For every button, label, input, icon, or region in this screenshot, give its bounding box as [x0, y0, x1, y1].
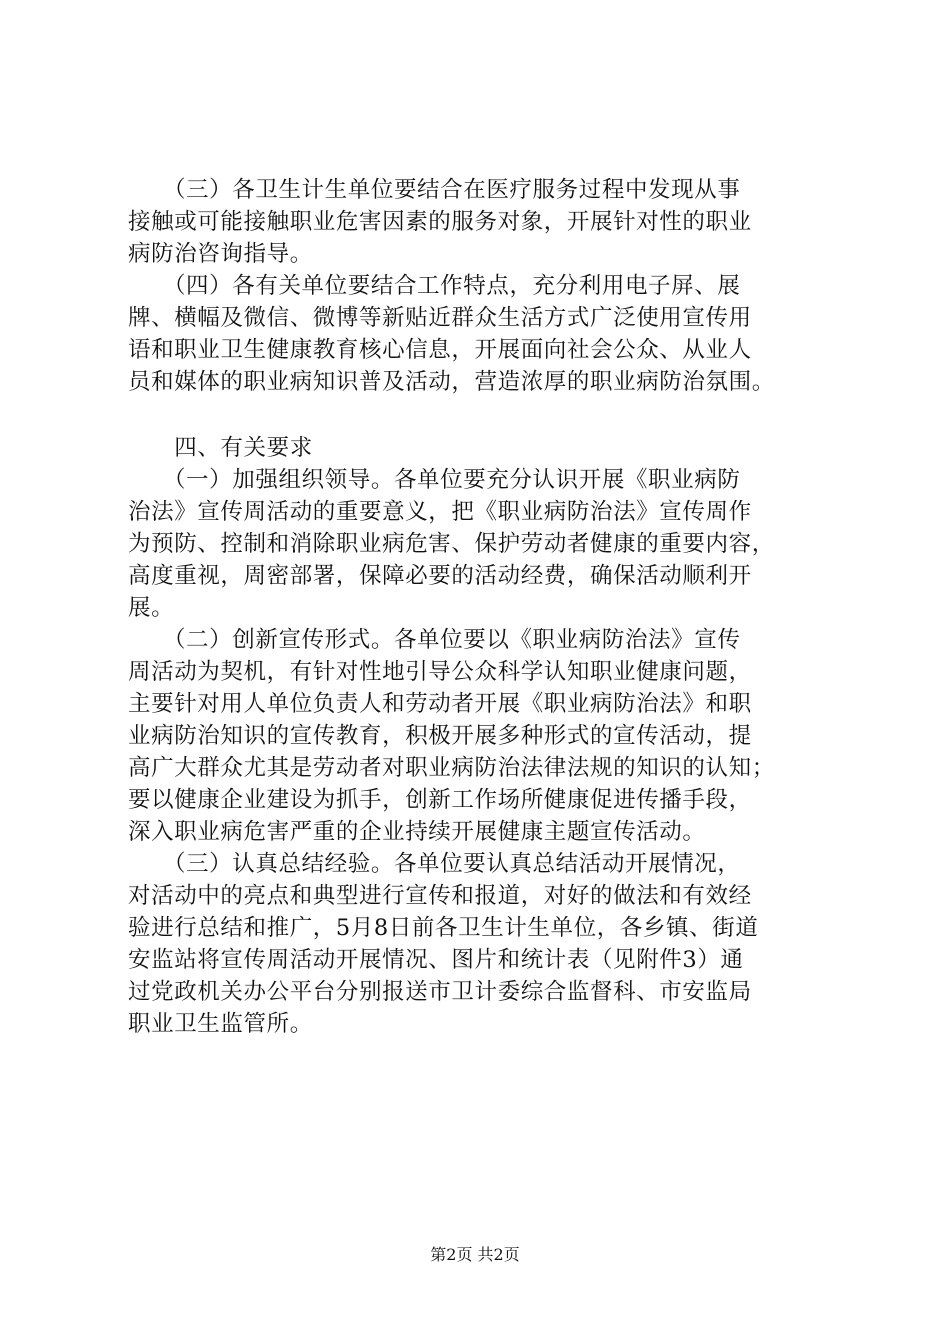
text-line: 高广大群众尤其是劳动者对职业病防治法律法规的知识的认知；	[128, 755, 775, 781]
section-heading: 四、有关要求	[128, 435, 313, 461]
requirement-1	[128, 464, 868, 624]
text-line: 语和职业卫生健康教育核心信息，开展面向社会公众、从业人	[128, 337, 752, 363]
document-body	[128, 174, 868, 1040]
text-line: 周活动为契机，有针对性地引导公众科学认知职业健康问题，	[128, 659, 752, 685]
text-line: 展。	[128, 595, 175, 621]
paragraph-3	[128, 174, 868, 270]
text-line: （一）加强组织领导。各单位要充分认识开展《职业病防	[128, 467, 741, 493]
text-line: 接触或可能接触职业危害因素的服务对象，开展针对性的职业	[128, 209, 752, 235]
text-line: 验进行总结和推广，5月8日前各卫生计生单位，各乡镇、街道	[128, 915, 759, 941]
text-line: （二）创新宣传形式。各单位要以《职业病防治法》宣传	[128, 627, 741, 653]
text-line: 病防治咨询指导。	[128, 241, 313, 267]
paragraph-gap	[128, 398, 868, 432]
text-line: 深入职业病危害严重的企业持续开展健康主题宣传活动。	[128, 819, 706, 845]
text-line: 为预防、控制和消除职业病危害、保护劳动者健康的重要内容，	[128, 531, 775, 557]
paragraph-4	[128, 270, 868, 398]
text-line: 高度重视，周密部署，保障必要的活动经费，确保活动顺利开	[128, 563, 752, 589]
text-line: 主要针对用人单位负责人和劳动者开展《职业病防治法》和职	[128, 691, 752, 717]
text-line: 员和媒体的职业病知识普及活动，营造浓厚的职业病防治氛围。	[128, 369, 775, 395]
text-line: （四）各有关单位要结合工作特点，充分利用电子屏、展	[128, 273, 741, 299]
text-line: 对活动中的亮点和典型进行宣传和报道，对好的做法和有效经	[128, 883, 752, 909]
text-line: 要以健康企业建设为抓手，创新工作场所健康促进传播手段，	[128, 787, 752, 813]
text-line: 安监站将宣传周活动开展情况、图片和统计表（见附件3）通	[128, 947, 744, 973]
text-line: 职业卫生监管所。	[128, 1011, 313, 1037]
text-line: 过党政机关办公平台分别报送市卫计委综合监督科、市安监局	[128, 979, 752, 1005]
requirement-3	[128, 848, 868, 1040]
text-line: （三）各卫生计生单位要结合在医疗服务过程中发现从事	[128, 177, 741, 203]
text-line: （三）认真总结经验。各单位要认真总结活动开展情况，	[128, 851, 741, 877]
text-line: 牌、横幅及微信、微博等新贴近群众生活方式广泛使用宣传用	[128, 305, 752, 331]
requirement-2	[128, 624, 868, 848]
text-line: 治法》宣传周活动的重要意义，把《职业病防治法》宣传周作	[128, 499, 752, 525]
page-number-footer: 第2页 共2页	[430, 1245, 520, 1264]
text-line: 业病防治知识的宣传教育，积极开展多种形式的宣传活动，提	[128, 723, 752, 749]
